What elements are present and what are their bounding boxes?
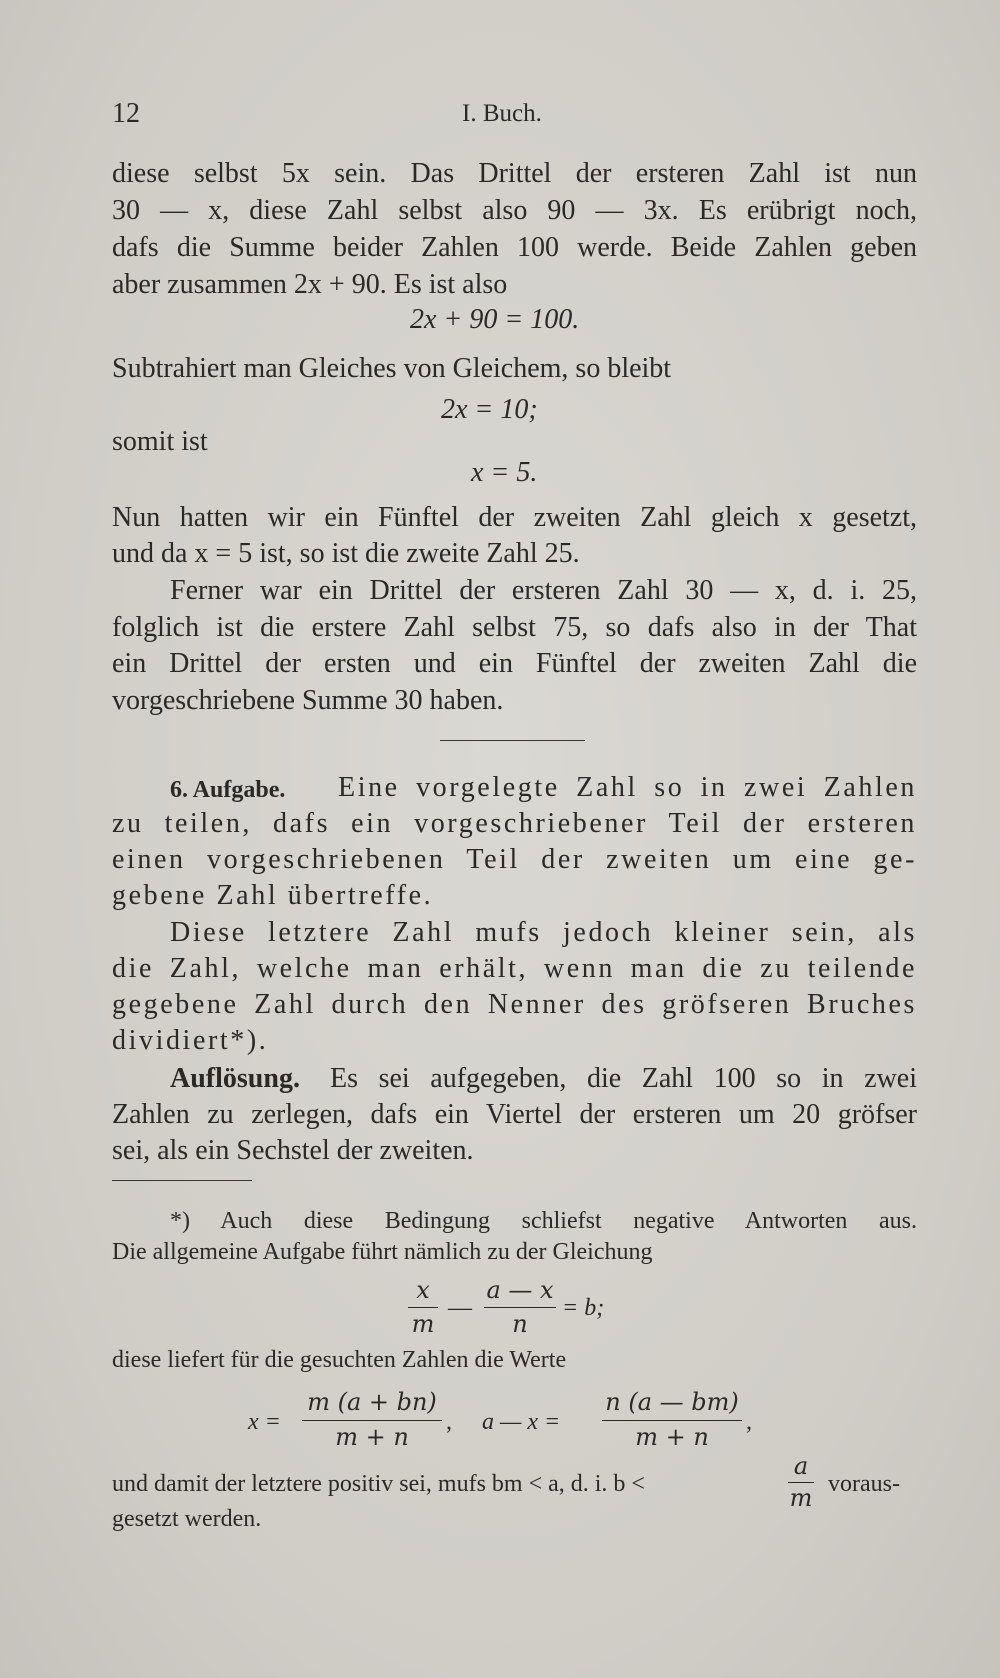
cond-line-1: Diese letztere Zahl mufs jedoch kleiner sein, als — [170, 917, 917, 948]
paragraph-3: somit ist — [112, 426, 208, 457]
eq-b-bar-2 — [602, 1420, 742, 1421]
sol-line-3: sei, als ein Sechstel der zweiten. — [112, 1135, 474, 1166]
eq-a-den-2: n — [512, 1310, 528, 1338]
p5-line-3: ein Drittel der ersten und ein Fünftel der zweiten Zahl die — [112, 648, 917, 679]
cond-line-3: gegebene Zahl durch den Nenner des gröfseren Bruches — [112, 989, 917, 1020]
p1-line-1: diese selbst 5x sein. Das Drittel der ersteren Zahl ist nun — [112, 158, 917, 189]
inline-frac-num: a — [793, 1452, 809, 1480]
p4-line-2: und da x = 5 ist, so ist die zweite Zahl 25. — [112, 538, 580, 569]
equation-3: x = 5. — [471, 457, 538, 488]
footnote-line-2: Die allgemeine Aufgabe führt nämlich zu der Gleichung — [112, 1239, 653, 1265]
eq-b-den-1: m + n — [335, 1423, 409, 1451]
cond-line-2: die Zahl, welche man erhält, wenn man die zu teilende — [112, 953, 917, 984]
p5-line-4: vorgeschriebene Summe 30 haben. — [112, 685, 504, 716]
cond-line-4: dividiert*). — [112, 1025, 269, 1056]
p4-line-1: Nun hatten wir ein Fünftel der zweiten Zahl gleich x gesetzt, — [112, 502, 917, 533]
footnote-line-3: diese liefert für die gesuchten Zahlen die Werte — [112, 1347, 567, 1373]
sol-line-1: Es sei aufgegeben, die Zahl 100 so in zwei — [330, 1063, 917, 1094]
eq-b-lhs-1: x = — [248, 1409, 281, 1435]
eq-a-den-1: m — [411, 1310, 435, 1338]
p5-line-2: folglich ist die erstere Zahl selbst 75, so dafs also in der That — [112, 612, 917, 643]
task-line-3: einen vorgeschriebenen Teil der zweiten um eine ge- — [112, 844, 917, 875]
paragraph-2: Subtrahiert man Gleiches von Gleichem, so bleibt — [112, 353, 672, 384]
eq-b-end: , — [746, 1409, 752, 1435]
inline-frac-den: m — [789, 1484, 813, 1512]
eq-a-bar-1 — [408, 1307, 438, 1308]
eq-a-rest: = b; — [562, 1295, 605, 1321]
section-divider — [440, 740, 585, 741]
eq-b-num-2: n (a — bm) — [605, 1388, 739, 1416]
solution-label: Auflösung. — [170, 1063, 300, 1094]
equation-1: 2x + 90 = 100. — [410, 304, 580, 335]
footnote-line-5: gesetzt werden. — [112, 1506, 262, 1532]
eq-b-num-1: m (a + bn) — [307, 1388, 437, 1416]
footnote-line-4b: voraus- — [828, 1471, 900, 1497]
p1-line-4: aber zusammen 2x + 90. Es ist also — [112, 269, 508, 300]
footnote-divider — [112, 1180, 252, 1181]
task-line-1: Eine vorgelegte Zahl so in zwei Zahlen — [338, 772, 917, 803]
task-line-4: gebene Zahl übertreffe. — [112, 880, 434, 911]
footnote-line-1: *) Auch diese Bedingung schliefst negative Antworten aus. — [170, 1208, 917, 1234]
equation-2: 2x = 10; — [441, 394, 538, 425]
eq-a-bar-2 — [484, 1307, 556, 1308]
eq-a-minus: — — [448, 1295, 472, 1321]
eq-a-num-1: x — [416, 1276, 430, 1304]
eq-b-den-2: m + n — [635, 1423, 709, 1451]
eq-a-num-2: a — x — [486, 1276, 554, 1304]
eq-b-bar-1 — [302, 1420, 442, 1421]
sol-line-2: Zahlen zu zerlegen, dafs ein Viertel der ersteren um 20 gröfser — [112, 1099, 917, 1130]
footnote-line-4a: und damit der letztere positiv sei, mufs bm < a, d. i. b < — [112, 1471, 645, 1497]
p5-line-1: Ferner war ein Drittel der ersteren Zahl 30 — x, d. i. 25, — [170, 575, 917, 606]
running-title: I. Buch. — [462, 100, 542, 127]
p1-line-3: dafs die Summe beider Zahlen 100 werde. Beide Zahlen geben — [112, 232, 917, 263]
page-number: 12 — [112, 98, 140, 129]
p1-line-2: 30 — x, diese Zahl selbst also 90 — 3x. Es erübrigt noch, — [112, 195, 917, 226]
eq-b-sep: , — [446, 1409, 452, 1435]
eq-b-lhs-2: a — x = — [482, 1409, 561, 1435]
task-line-2: zu teilen, dafs ein vorgeschriebener Teil der ersteren — [112, 808, 917, 839]
task-label: 6. Aufgabe. — [170, 777, 286, 803]
inline-frac-bar — [788, 1482, 814, 1483]
